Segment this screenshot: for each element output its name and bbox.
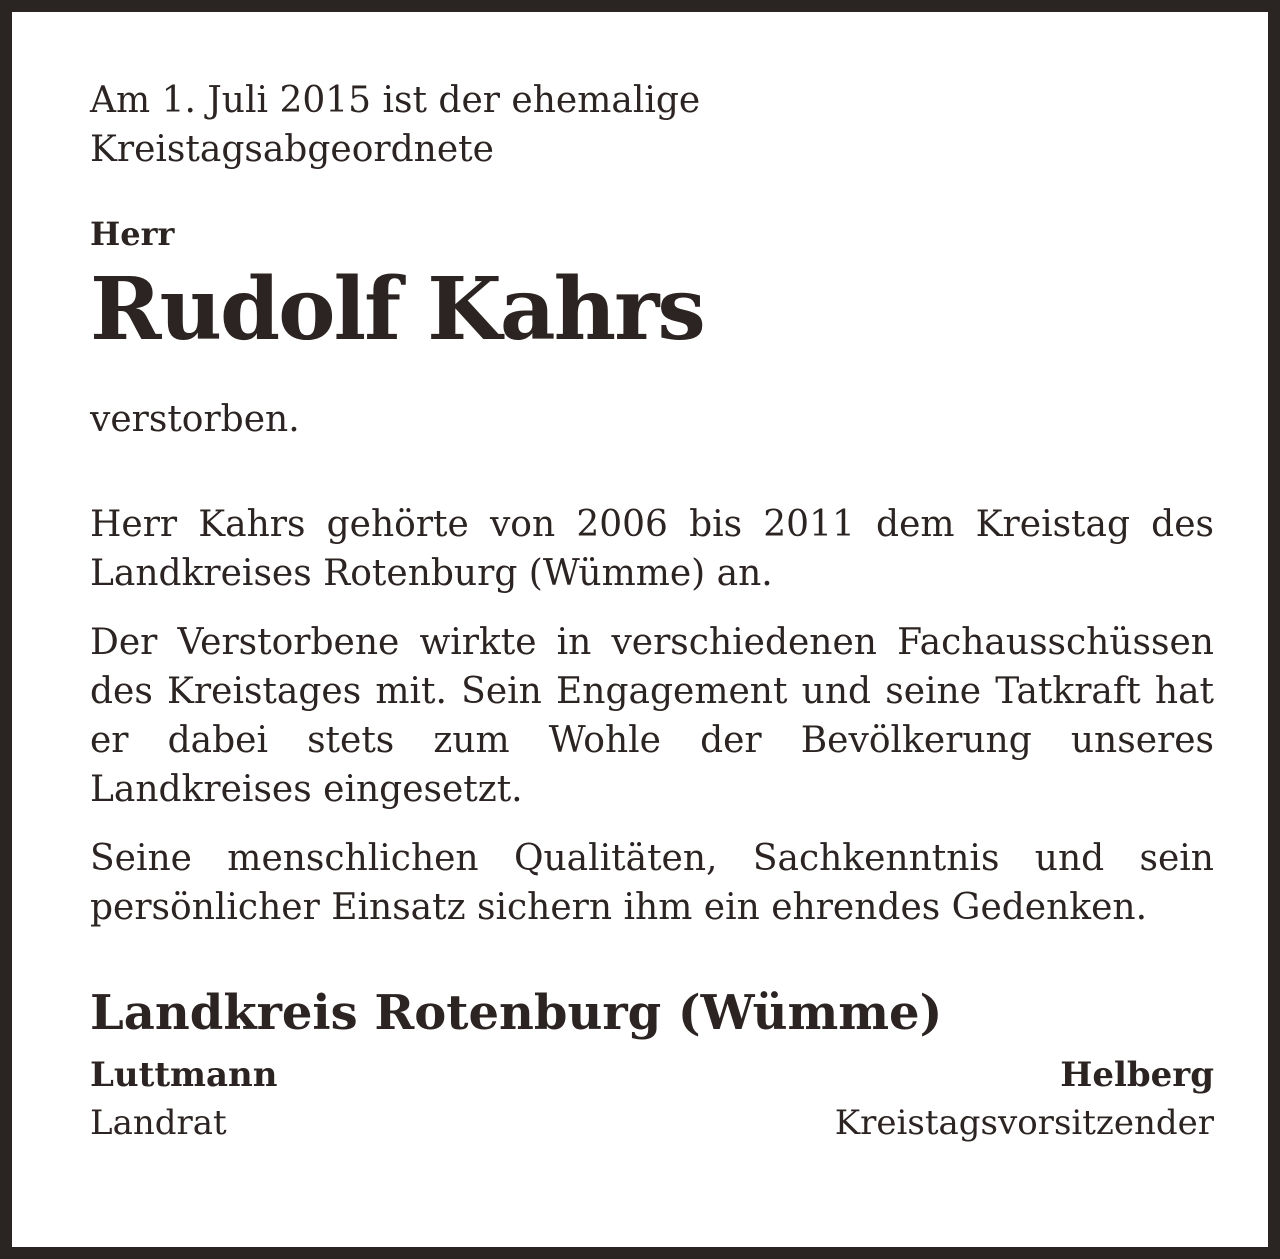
signatory-name: Helberg (1060, 1055, 1214, 1095)
organization-name: Landkreis Rotenburg (Wümme) (90, 985, 943, 1041)
signatory-left (90, 1052, 277, 1148)
deceased-text: verstorben. (90, 399, 300, 440)
signatory-title: Landrat (90, 1103, 227, 1143)
signatory-title: Kreistagsvorsitzender (834, 1103, 1214, 1143)
intro-text: Am 1. Juli 2015 ist der ehemalige Kreistagsabgeordnete (90, 80, 701, 170)
paragraph-remembrance: Seine menschlichen Qualitäten, Sachkenntnis und sein persönlicher Einsatz sichern ihm ein ehrendes Gedenken. (90, 838, 1214, 928)
deceased-name: Rudolf Kahrs (90, 259, 704, 360)
paragraph-engagement: Der Verstorbene wirkte in verschiedenen Fachausschüssen des Kreistages mit. Sein Engagement und seine Tatkraft hat er dabei stets zum Wohle der Bevölkerung unseres Landkreises eingesetzt. (90, 622, 1214, 810)
obituary-content (90, 76, 1214, 1148)
signatures (90, 1052, 1214, 1148)
paragraph-membership: Herr Kahrs gehörte von 2006 bis 2011 dem Kreistag des Landkreises Rotenburg (Wümme) an. (90, 504, 1214, 594)
signatory-name: Luttmann (90, 1055, 278, 1095)
salutation: Herr (90, 215, 175, 253)
signatory-right (835, 1052, 1214, 1148)
